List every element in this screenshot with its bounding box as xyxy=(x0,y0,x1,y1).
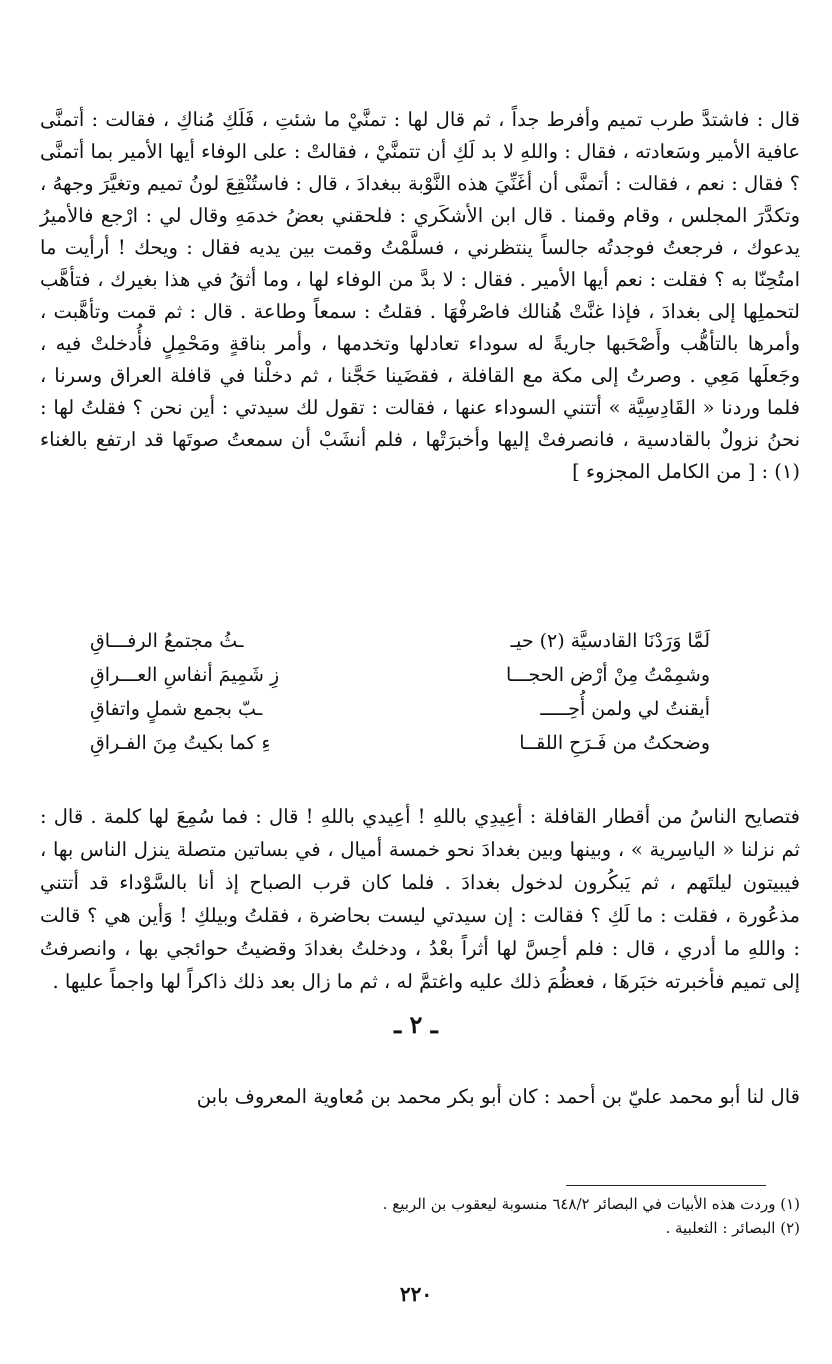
verse-second-hemistich: ءِ كما بكيتُ مِنَ الفـراقِ xyxy=(90,732,271,754)
footnotes xyxy=(40,1192,800,1240)
verse-first-hemistich: لَمَّا وَرَدْنَا القادسيَّة (٢) حيـ xyxy=(510,630,710,652)
footnote-divider xyxy=(566,1185,766,1186)
new-section-text-block xyxy=(40,1080,800,1113)
verse-line xyxy=(90,624,710,658)
section-number: ـ ٢ ـ xyxy=(394,1010,438,1039)
verse-second-hemistich: ـثُ مجتمعُ الرفـــاقِ xyxy=(90,630,244,652)
footnote: (٢) البصائر : الثعلبية . xyxy=(665,1219,800,1237)
footnote: (١) وردت هذه الأبيات في البصائر ٦٤٨/٢ منسوبة ليعقوب بن الربيع . xyxy=(382,1195,800,1213)
continuation-text-block xyxy=(40,800,800,998)
narrative-paragraph: فتصايح الناسُ من أقطار القافلة : أعِيدِي باللهِ ! أعِيدي باللهِ ! قال : فما سُمِعَ لها كلمة . قال : ثم نزلنا « الياسِرية » ، وبينها وبين بغدادَ نحو خمسة أميال ، في بساتين متصلة ينزل الناس بها ، فيبيتون ليلتَهم ، ثم يَبكُرون لدخول بغدادَ . فلما كان قرب الصباح إذ أنا بالسَّوْداء قد أتتني مذعُورة ، فقلت : ما لَكِ ؟ فقالت : إن سيدتي ليست بحاضرة ، فقلتُ وبيلكِ ! وَأين هي ؟ قالت : واللهِ ما أدري ، قال : فلم أحِسَّ لها أثراً بعْدُ ، ودخلتُ بغدادَ وقضيتُ حوائجي بها ، وانصرفتُ إلى تميم فأخبرته خبَرهَا ، فعظُمَ ذلك عليه واغتمَّ له ، ثم ما زال بعد ذلك ذاكراً لها واجماً عليها . xyxy=(40,805,800,993)
verse-line xyxy=(90,658,710,692)
verse-first-hemistich: وشمِمْتُ مِنْ أرْض الحجـــا xyxy=(506,664,710,686)
main-text-block xyxy=(40,104,800,488)
verse-line xyxy=(90,726,710,760)
narrative-paragraph: قال : فاشتدَّ طرب تميم وأفرط جداً ، ثم قال لها : تمنَّيْ ما شئتِ ، فَلَكِ مُناكِ ، فقالت : أتمنَّى عافية الأمير وسَعادته ، فقال : واللهِ لا بد لَكِ أن تتمنَّيْ ، فقالتْ : على الوفاء أيها الأمير بما أتمنَّى ؟ فقال : نعم ، فقالت : أتمنَّى أن أغَنِّيَ هذه النَّوْبة ببغدادَ ، قال : فاستُنْقِعَ لونُ تميم وتغيَّرَ وجههُ ، وتكدَّرَ المجلس ، وقام وقمنا . قال ابن الأشكَري : فلحقني بعضُ خدمَهِ وقال لي : ارْجع فالأميرُ يدعوك ، فرجعتُ فوجدتُه جالساً ينتظرني ، فسلَّمْتُ وقمت بين يديه فقال : ويحك ! أرأيت ما امتُحِنّا به ؟ فقلت : نعم أيها الأمير . فقال : لا بدَّ من الوفاء لها ، وما أثقُ في هذا بغيرك ، فتأهَّب لتحملِها إلى بغدادَ ، فإذا غنَّتْ هُنالك فاصْرفْهَا . فقلتُ : سمعاً وطاعة . قال : ثم قمت وتأهَّبت ، وأمرها بالتأهُّب وأَصْحَبها جاريةً له سوداء تعادلها وتخدمها ، وأمر بناقةٍ ومَحْمِلٍ فأُدخلتْ فيه ، وجَعلَها مَعِي . وصرتُ إلى مكة مع القافلة ، فقضَينا حَجَّنا ، ثم دخلْنا في قافلة العراق وسرنا ، فلما وردنا « القَادِسِيَّة » أتتني السوداء عنها ، فقالت : تقول لك سيدتي : أين نحن ؟ فقلتُ لها : نحنُ نزولٌ بالقادسية ، فانصرفتْ إليها وأخبرَتْها ، فلم أنشَبْ أن سمعتُ صوتَها قد ارتفع بالغناء (١) : [ من الكامل المجزوء ] xyxy=(40,108,800,483)
verse-second-hemistich: ـبّ بجمع شملٍ واتفاقِ xyxy=(90,698,263,720)
verse-line xyxy=(90,692,710,726)
verse-first-hemistich: أيقنتُ لي ولمن أُحِـــــ xyxy=(540,698,710,720)
poem-block xyxy=(90,624,710,760)
verse-second-hemistich: زِ شَمِيمَ أنفاسِ العـــراقِ xyxy=(90,664,280,686)
verse-first-hemistich: وضحكتُ من فَـرَحِ اللقــا xyxy=(519,732,710,754)
narrative-paragraph: قال لنا أبو محمد عليّ بن أحمد : كان أبو بكر محمد بن مُعاوية المعروف بابن xyxy=(196,1085,800,1108)
page-number: ٢٢٠ xyxy=(399,1282,433,1306)
